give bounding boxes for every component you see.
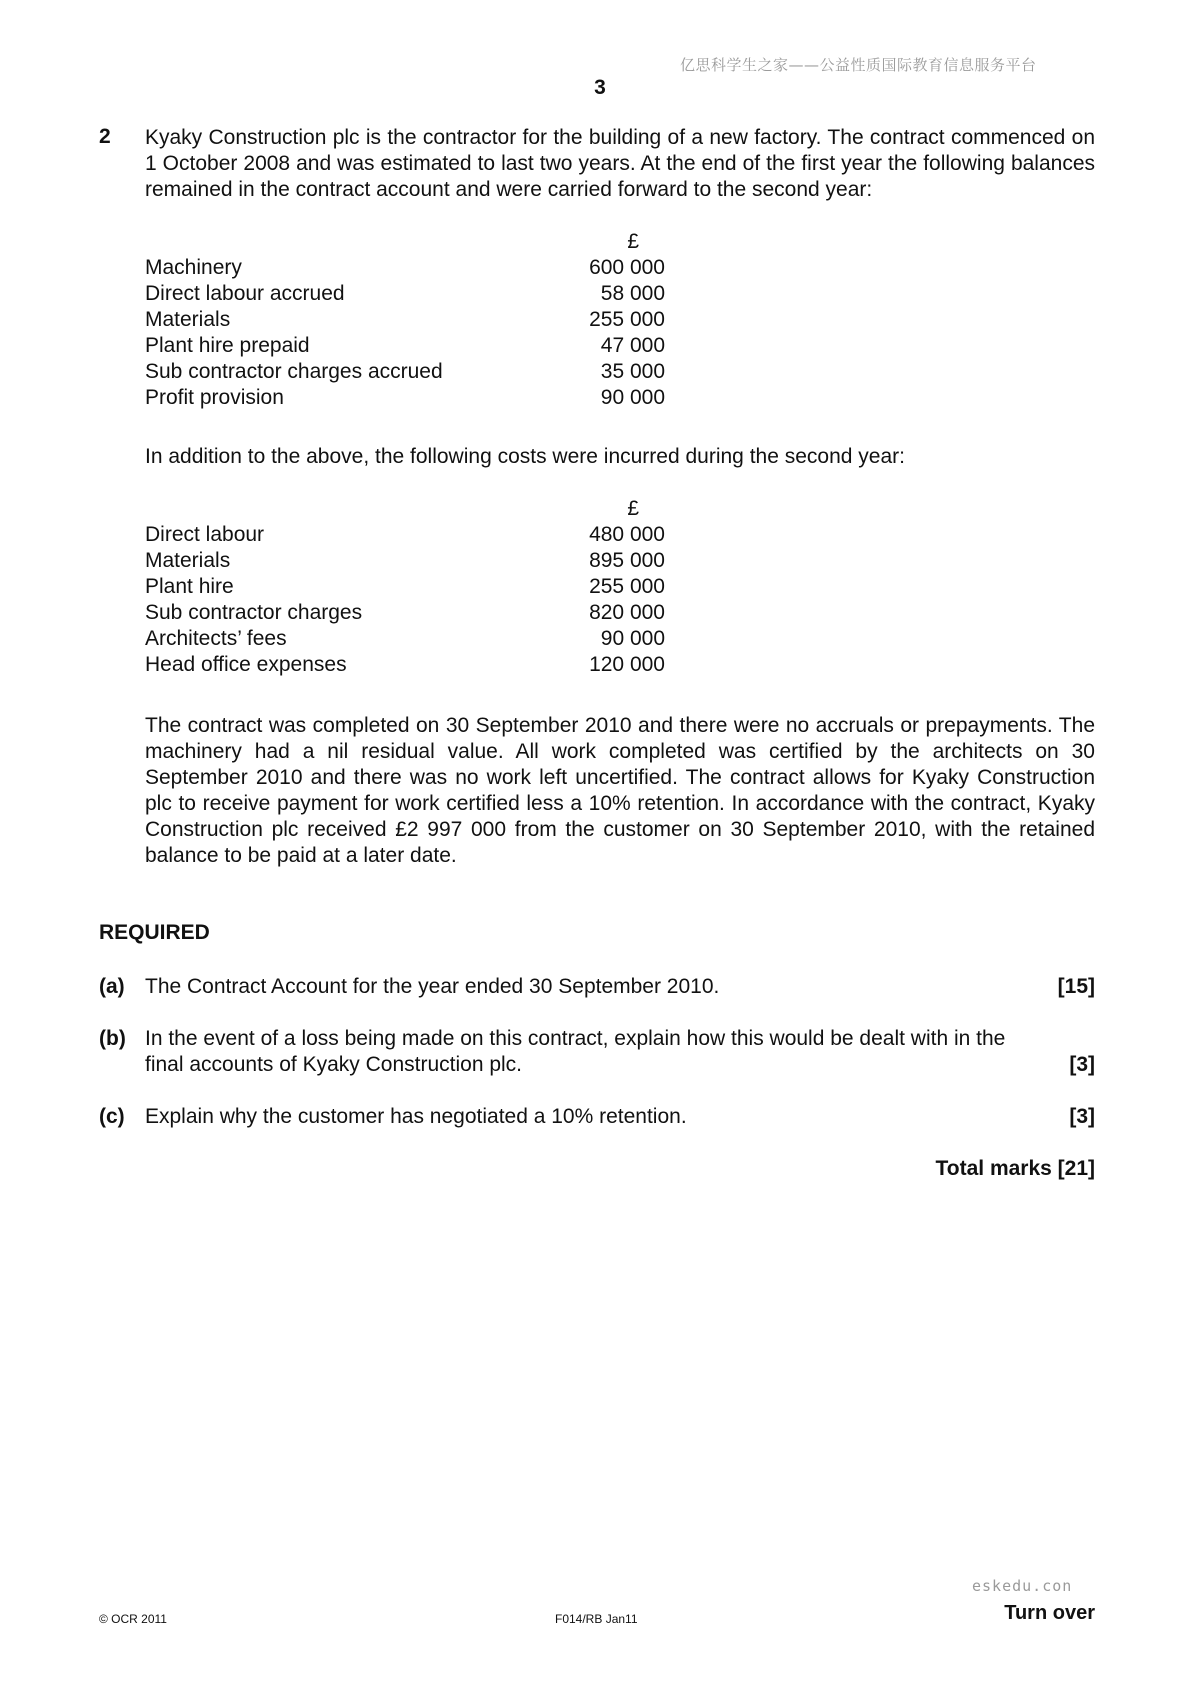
row-value: 820 000: [589, 601, 665, 624]
part-label: (a): [99, 975, 125, 998]
table-row: [145, 652, 665, 678]
row-value: 895 000: [589, 549, 665, 572]
row-value: 58 000: [600, 282, 665, 305]
row-label: Plant hire prepaid: [145, 334, 310, 357]
table-row: [145, 600, 665, 626]
row-value: 35 000: [600, 360, 665, 383]
table-row: [145, 626, 665, 652]
page-number: 3: [594, 76, 606, 99]
question-number: 2: [99, 125, 111, 148]
watermark-header: 亿思科学生之家——公益性质国际教育信息服务平台: [680, 56, 1037, 74]
costs-table: [145, 496, 665, 678]
row-label: Head office expenses: [145, 653, 347, 676]
part-text: Explain why the customer has negotiated a 10% retention.: [145, 1105, 687, 1128]
part-text: The Contract Account for the year ended 30 September 2010.: [145, 975, 720, 998]
required-heading: REQUIRED: [99, 921, 210, 944]
currency-symbol: £: [627, 497, 639, 520]
part-marks: [15]: [1057, 975, 1095, 998]
table-row: [145, 307, 665, 333]
row-label: Direct labour: [145, 523, 265, 546]
row-value: 90 000: [600, 386, 665, 409]
middle-paragraph: In addition to the above, the following costs were incurred during the second year:: [145, 445, 905, 468]
table-row: [145, 333, 665, 359]
row-label: Sub contractor charges accrued: [145, 360, 443, 383]
table-row: [145, 385, 665, 411]
row-label: Materials: [145, 308, 231, 331]
table-row: [145, 255, 665, 281]
currency-symbol: £: [627, 230, 639, 253]
part-marks: [3]: [1069, 1053, 1095, 1076]
paper-code: F014/RB Jan11: [555, 1612, 638, 1626]
row-label: Profit provision: [145, 386, 284, 409]
table-row: [145, 522, 665, 548]
row-label: Architects’ fees: [145, 627, 287, 650]
closing-paragraph: The contract was completed on 30 September 2010 and there were no accruals or prepayments. The machinery had a nil residual value. All work completed was certified by the architects on 30 September 2010 and there was no work left uncertified. The contract allows for Kyaky Construction plc to receive payment for work certified less a 10% retention. In accordance with the contract, Kyaky Construction plc received £2 997 000 from the customer on 30 September 2010, with the retained balance to be paid at a later date.: [145, 714, 1095, 867]
table-row: [145, 574, 665, 600]
row-value: 600 000: [589, 256, 665, 279]
row-label: Plant hire: [145, 575, 234, 598]
question-part-b: [99, 1026, 1095, 1078]
row-label: Machinery: [145, 256, 242, 279]
row-value: 47 000: [600, 334, 665, 357]
turn-over: Turn over: [1004, 1602, 1095, 1624]
row-value: 120 000: [589, 653, 665, 676]
part-marks: [3]: [1069, 1105, 1095, 1128]
row-value: 90 000: [600, 627, 665, 650]
table-row: [145, 359, 665, 385]
row-label: Sub contractor charges: [145, 601, 363, 624]
question-intro: Kyaky Construction plc is the contractor for the building of a new factory. The contract commenced on 1 October 2008 and was estimated to last two years. At the end of the first year the following balances remained in the contract account and were carried forward to the second year:: [145, 126, 1095, 201]
row-value: 255 000: [589, 575, 665, 598]
row-value: 255 000: [589, 308, 665, 331]
currency-header: [145, 229, 665, 255]
currency-header: [145, 496, 665, 522]
question-part-c: [99, 1104, 1095, 1130]
question-part-a: [99, 974, 1095, 1000]
row-value: 480 000: [589, 523, 665, 546]
part-text: In the event of a loss being made on this contract, explain how this would be dealt with in the final accounts of Kyaky Construction plc.: [145, 1027, 1006, 1076]
balances-table: [145, 229, 665, 411]
row-label: Direct labour accrued: [145, 282, 345, 305]
table-row: [145, 281, 665, 307]
table-row: [145, 548, 665, 574]
copyright: © OCR 2011: [99, 1612, 167, 1626]
watermark-footer: eskedu.con: [972, 1577, 1073, 1595]
part-label: (b): [99, 1027, 126, 1050]
row-label: Materials: [145, 549, 231, 572]
total-marks: Total marks [21]: [935, 1157, 1095, 1180]
part-label: (c): [99, 1105, 125, 1128]
